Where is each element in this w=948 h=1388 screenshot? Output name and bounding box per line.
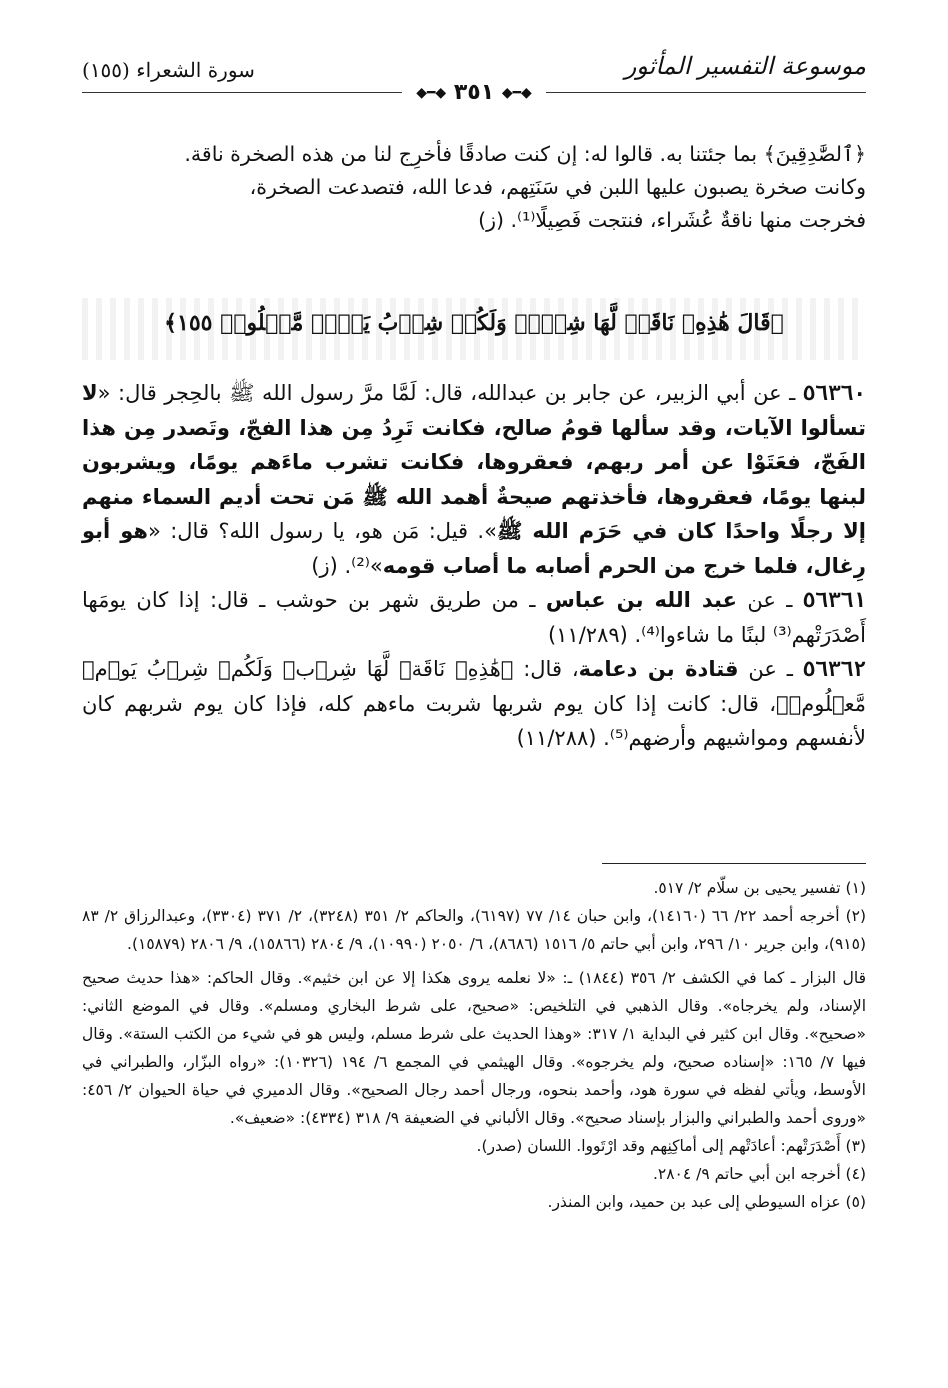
hadith-quote: لا تسألوا الآيات، وقد سألها قومُ صالح، فكانت تَرِدُ مِن هذا الفجّ، وتَصدر مِن هذا الفَجّ، فعَتَوْا عن أمر ربهم، فعقروها، فكانت تشرب ماءَهم يومًا، ويشربون لبنها يومًا، فعقروها، فأخذتهم صيحةٌ أهمد الله ﷺ مَن تحت أديم السماء منهم إلا رجلًا واحدًا كان في حَرَم الله ﷺ [82,381,867,543]
surah-label: سورة الشعراء (١٥٥) [82,58,255,82]
hadith-text: ، قال: ﴿هَٰذِهِۦ نَاقَةٞ لَّهَا شِرۡبٞ وَلَكُمۡ شِرۡبُ يَوۡمٖ مَّعۡلُومٖ﴾، قال: كانت إذا كان يوم شربها شربت ماءهم كله، فإذا كان يوم شربهم كان لأنفسهم ومواشيهم وأرضهم⁽⁵⁾. (١١/٢٨٨) [82,657,866,750]
hadith-56361 [82,583,866,652]
footnote-separator [602,863,866,864]
intro-paragraph [82,138,866,237]
hadith-text: ـ من طريق شهر بن حوشب ـ قال: إذا كان يومَها أَصْدَرَتْهم⁽³⁾ لبنًا ما شاءوا⁽⁴⁾. (١١/٢٨٩) [82,588,866,647]
hadith-56360 [82,376,866,583]
header-rule [82,92,402,93]
ornament-icon: ◆━◆ [501,85,532,101]
footnote-4: (٤) أخرجه ابن أبي حاتم ٩/ ٢٨٠٤. [652,1165,866,1183]
hadith-text: ـ عن [736,588,803,612]
hadith-quote: هو أبو رِغال، فلما خرج من الحرم أصابه ما أصاب قومه [82,519,866,578]
narrator-name: قتادة بن دعامة [578,657,739,681]
intro-line: فخرجت منها ناقةٌ عُشَراء، فنتجت فَصِيلًا⁽¹⁾. (ز) [478,208,866,232]
ornament-icon: ◆━◆ [416,85,447,101]
intro-line: ﴿ٱلصَّٰدِقِينَ﴾ بما جئتنا به. قالوا له: إن كنت صادقًا فأخرِج لنا من هذه الصخرة ناقة. [184,142,866,166]
footnote-2: (٢) أخرجه أحمد ٢٢/ ٦٦ (١٤١٦٠)، وابن حبان ١٤/ ٧٧ (٦١٩٧)، والحاكم ٢/ ٣٥١ (٣٢٤٨)، ٢/ ٣٧١ (٣٣٠٤)، وعبدالرزاق ٢/ ٨٣ (٩١٥)، وابن جرير ١٠/ ٢٩٦، وابن أبي حاتم ٥/ ١٥١٦ (٨٦٨٦)، ٦/ ٢٠٥٠ (١٠٩٩٠)، ٩/ ٢٨٠٤ (١٥٨٦٦)، ٩/ ٢٨٠٦ (١٥٨٧٩). [82,907,867,953]
footnote-3: (٣) أَصْدَرَتْهم: أعادَتْهم إلى أماكِنِهم وقد ارْتَووا. اللسان (صدر). [476,1137,866,1155]
hadith-56362 [82,652,866,756]
hadith-text: ـ عن [738,657,803,681]
hadith-text: ». قيل: مَن هو، يا رسول الله؟ قال: « [147,519,497,543]
verse-heading: ﴿قَالَ هَٰذِهِۦ نَاقَةٞ لَّهَا شِرۡبٞ وَلَكُمۡ شِرۡبُ يَوۡمٖ مَّعۡلُومٖ ١٥٥﴾ [164,310,784,336]
header-rule [546,92,866,93]
narrator-name: عبد الله بن عباس [545,588,737,612]
footnotes [82,874,866,1216]
hadith-number: ٥٦٣٦١ [802,588,866,612]
page-header [82,52,866,105]
footnote-2-commentary: قال البزار ـ كما في الكشف ٢/ ٣٥٦ (١٨٤٤) ـ: «لا نعلمه يروى هكذا إلا عن ابن خثيم». وقال الحاكم: «هذا حديث صحيح الإسناد، ولم يخرجاه». وقال الذهبي في التلخيص: «صحيح، على شرط البخاري ومسلم». وقال في الموضع الثاني: «صحيح». وقال ابن كثير في البداية ١/ ٣١٧: «وهذا الحديث على شرط مسلم، وليس هو في شيء من الكتب الستة». وقال فيها ٧/ ١٦٥: «إسناده صحيح، ولم يخرجوه». وقال الهيثمي في المجمع ٦/ ١٩٤ (١٠٣٢٦): «رواه البزّار، والطبراني في الأوسط، ويأتي لفظه في سورة هود، وأحمد بنحوه، ورجال أحمد رجال الصحيح». وقال الدميري في حياة الحيوان ٢/ ٤٥٦: «وروى أحمد والطبراني والبزار بإسناد صحيح». وقال الألباني في الضعيفة ٩/ ٣١٨ (٤٣٣٤): «ضعيف». [82,969,866,1127]
hadith-number: ٥٦٣٦٠ [802,381,866,405]
book-title: موسوعة التفسير المأثور [624,52,866,80]
hadith-text: »⁽²⁾. (ز) [311,553,383,578]
hadith-number: ٥٦٣٦٢ [802,657,866,681]
footnote-1: (١) تفسير يحيى بن سلّام ٢/ ٥١٧. [653,879,866,897]
page-number: ٣٥١ [453,80,495,105]
intro-line: وكانت صخرة يصبون عليها اللبن في سَنَتِهم، فدعا الله، فتصدعت الصخرة، [249,175,866,199]
footnote-5: (٥) عزاه السيوطي إلى عبد بن حميد، وابن المنذر. [547,1193,866,1211]
hadith-text: ـ عن أبي الزبير، عن جابر بن عبدالله، قال: لَمَّا مرَّ رسول الله ﷺ بالحِجر قال: « [97,381,803,405]
hadith-section [82,376,866,756]
